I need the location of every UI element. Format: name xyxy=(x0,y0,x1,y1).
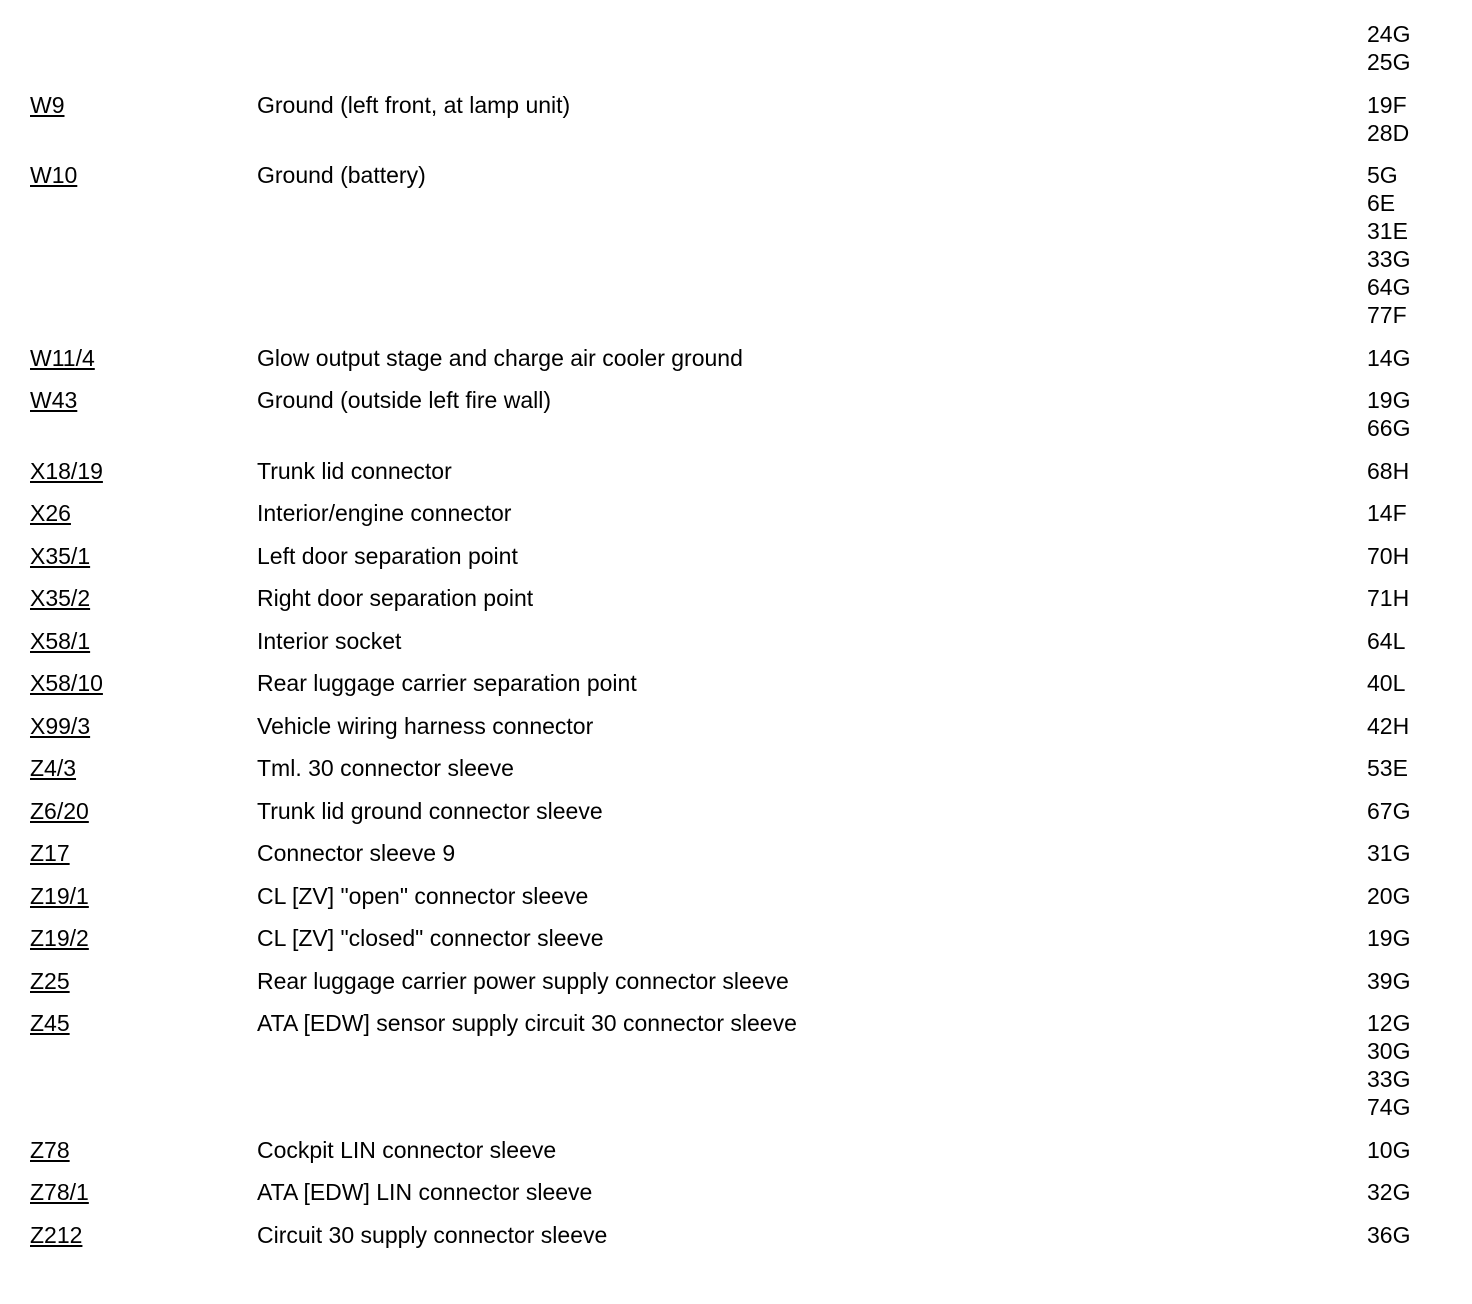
component-description: Interior/engine connector xyxy=(257,500,512,526)
component-code-link[interactable]: X58/1 xyxy=(30,627,91,654)
grid-reference: 77F xyxy=(1367,302,1407,328)
grid-reference-list xyxy=(1367,20,1410,76)
grid-reference-list xyxy=(1367,754,1408,782)
component-code-link[interactable]: Z19/2 xyxy=(30,925,89,951)
grid-reference-list xyxy=(1367,627,1405,655)
grid-reference: 24G xyxy=(1367,21,1411,47)
component-description: Ground (outside left fire wall) xyxy=(257,387,552,413)
component-description: Connector sleeve 9 xyxy=(257,840,456,866)
grid-reference-list xyxy=(1367,924,1410,952)
grid-reference: 12G xyxy=(1367,1010,1411,1036)
grid-reference-list xyxy=(1367,161,1410,329)
grid-reference: 6E xyxy=(1367,190,1396,216)
component-code-link[interactable]: X99/3 xyxy=(30,712,91,739)
grid-reference: 31G xyxy=(1367,840,1411,866)
component-description: Ground (left front, at lamp unit) xyxy=(257,91,571,118)
grid-reference: 14G xyxy=(1367,344,1411,371)
grid-reference: 66G xyxy=(1367,415,1411,441)
grid-reference: 33G xyxy=(1367,1066,1411,1092)
component-code-link[interactable]: W10 xyxy=(30,162,78,188)
grid-reference: 68H xyxy=(1367,457,1410,484)
component-description: Rear luggage carrier power supply connector sleeve xyxy=(257,967,789,994)
component-description: Rear luggage carrier separation point xyxy=(257,670,637,696)
grid-reference-list xyxy=(1367,91,1409,147)
grid-reference: 30G xyxy=(1367,1038,1411,1064)
grid-reference: 14F xyxy=(1367,500,1407,526)
component-description: CL [ZV] "closed" connector sleeve xyxy=(257,925,604,951)
component-code-link[interactable]: X58/10 xyxy=(30,670,103,696)
component-description: ATA [EDW] sensor supply circuit 30 connector sleeve xyxy=(257,1010,797,1036)
grid-reference-list xyxy=(1367,1221,1410,1249)
component-description: Interior socket xyxy=(257,627,402,654)
grid-reference-list xyxy=(1367,967,1410,995)
grid-reference-list xyxy=(1367,1178,1410,1206)
component-code-link[interactable]: Z78/1 xyxy=(30,1179,89,1205)
grid-reference: 28D xyxy=(1367,119,1410,146)
component-description: Tml. 30 connector sleeve xyxy=(257,755,514,781)
grid-reference: 39G xyxy=(1367,967,1411,994)
grid-reference-list xyxy=(1367,386,1410,442)
grid-reference-list xyxy=(1367,457,1409,485)
grid-reference: 25G xyxy=(1367,49,1411,75)
grid-reference: 33G xyxy=(1367,246,1411,272)
grid-reference: 20G xyxy=(1367,882,1411,909)
grid-reference-list xyxy=(1367,712,1409,740)
component-description: Trunk lid connector xyxy=(257,457,452,484)
grid-reference: 67G xyxy=(1367,797,1411,824)
grid-reference: 74G xyxy=(1367,1094,1411,1120)
component-code-link[interactable]: Z212 xyxy=(30,1221,83,1248)
component-description: Glow output stage and charge air cooler ground xyxy=(257,344,743,371)
grid-reference: 53E xyxy=(1367,755,1408,781)
grid-reference: 70H xyxy=(1367,542,1410,569)
component-code-link[interactable]: X35/2 xyxy=(30,585,91,611)
grid-reference: 19G xyxy=(1367,387,1411,413)
component-code-link[interactable]: Z45 xyxy=(30,1010,70,1036)
component-description: Left door separation point xyxy=(257,542,518,569)
component-code-link[interactable]: W43 xyxy=(30,387,78,413)
grid-reference: 19G xyxy=(1367,925,1411,951)
component-code-link[interactable]: Z17 xyxy=(30,840,70,866)
component-code-link[interactable]: W11/4 xyxy=(30,344,95,371)
grid-reference-list xyxy=(1367,344,1410,372)
component-code-link[interactable]: Z25 xyxy=(30,967,70,994)
component-code-link[interactable]: Z4/3 xyxy=(30,755,77,781)
grid-reference-list xyxy=(1367,499,1407,527)
component-code-link[interactable]: X35/1 xyxy=(30,542,91,569)
component-code-link[interactable]: W9 xyxy=(30,91,65,118)
component-description: Trunk lid ground connector sleeve xyxy=(257,797,603,824)
grid-reference: 31E xyxy=(1367,218,1408,244)
grid-reference-list xyxy=(1367,669,1405,697)
grid-reference: 40L xyxy=(1367,670,1406,696)
component-code-link[interactable]: Z19/1 xyxy=(30,882,89,909)
grid-reference: 5G xyxy=(1367,162,1398,188)
grid-reference-list xyxy=(1367,839,1410,867)
grid-reference-list xyxy=(1367,584,1409,612)
grid-reference: 64G xyxy=(1367,274,1411,300)
component-description: ATA [EDW] LIN connector sleeve xyxy=(257,1179,593,1205)
component-code-link[interactable]: Z6/20 xyxy=(30,797,89,824)
grid-reference: 36G xyxy=(1367,1221,1411,1248)
grid-reference: 42H xyxy=(1367,712,1410,739)
component-description: Vehicle wiring harness connector xyxy=(257,712,594,739)
grid-reference: 71H xyxy=(1367,585,1410,611)
component-description: CL [ZV] "open" connector sleeve xyxy=(257,882,589,909)
grid-reference-list xyxy=(1367,882,1410,910)
grid-reference: 10G xyxy=(1367,1136,1411,1163)
grid-reference-list xyxy=(1367,1136,1410,1164)
component-code-link[interactable]: Z78 xyxy=(30,1136,70,1163)
component-description: Cockpit LIN connector sleeve xyxy=(257,1136,557,1163)
grid-reference-list xyxy=(1367,1009,1410,1121)
grid-reference-list xyxy=(1367,797,1410,825)
grid-reference: 19F xyxy=(1367,91,1407,118)
component-description: Right door separation point xyxy=(257,585,534,611)
grid-reference: 32G xyxy=(1367,1179,1411,1205)
component-description: Ground (battery) xyxy=(257,162,426,188)
grid-reference: 64L xyxy=(1367,627,1406,654)
component-code-link[interactable]: X18/19 xyxy=(30,457,103,484)
component-description: Circuit 30 supply connector sleeve xyxy=(257,1221,608,1248)
grid-reference-list xyxy=(1367,542,1409,570)
component-code-link[interactable]: X26 xyxy=(30,500,71,526)
